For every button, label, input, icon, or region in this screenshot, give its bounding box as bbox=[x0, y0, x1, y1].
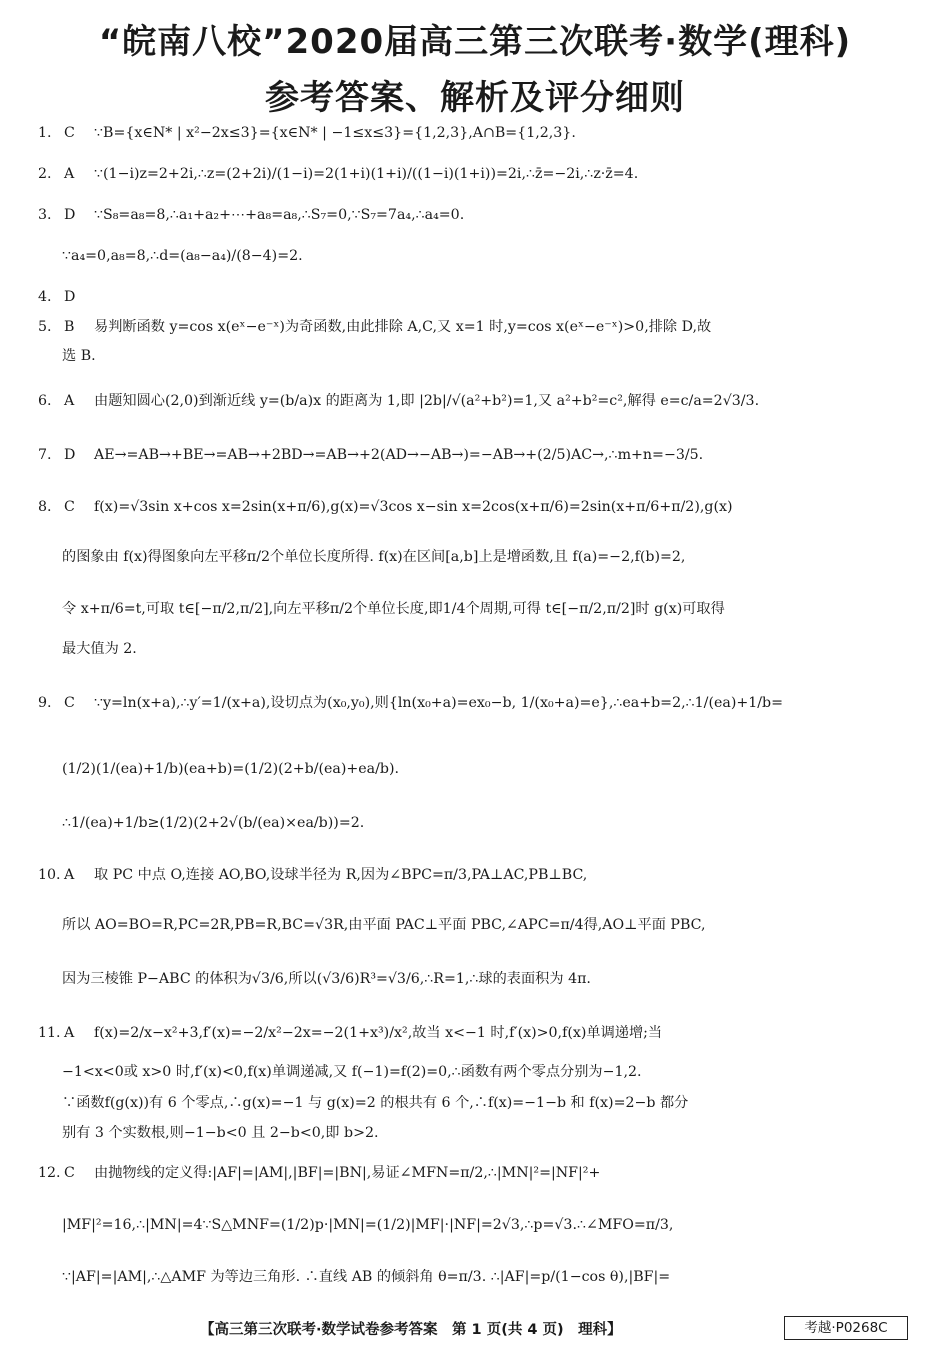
item-text: ∵S₈=a₈=8,∴a₁+a₂+⋯+a₈=a₈,∴S₇=0,∵S₇=7a₄,∴a₄=0. bbox=[94, 207, 465, 223]
item-number: 1. bbox=[38, 125, 52, 141]
item-number: 12. bbox=[38, 1165, 61, 1181]
item-12-line-3: ∵|AF|=|AM|,∴△AMF 为等边三角形. ∴直线 AB 的倾斜角 θ=π/3. ∴|AF|=p/(1−cos θ),|BF|= bbox=[62, 1269, 671, 1285]
item-answer: A bbox=[64, 393, 75, 409]
item-answer: A bbox=[64, 166, 75, 182]
item-number: 10. bbox=[38, 867, 61, 883]
item-text: AE→=AB→+BE→=AB→+2BD→=AB→+2(AD→−AB→)=−AB→+(2/5)AC→,∴m+n=−3/5. bbox=[94, 447, 704, 463]
item-text: 易判断函数 y=cos x(eˣ−e⁻ˣ)为奇函数,由此排除 A,C,又 x=1 时,y=cos x(eˣ−e⁻ˣ)>0,排除 D,故 bbox=[94, 319, 712, 335]
item-answer: D bbox=[64, 207, 76, 223]
item-text: f(x)=2/x−x²+3,f′(x)=−2/x²−2x=−2(1+x³)/x²,故当 x<−1 时,f′(x)>0,f(x)单调递增;当 bbox=[94, 1025, 663, 1041]
page-footer: 【高三第三次联考·数学试卷参考答案 第 1 页(共 4 页) 理科】 bbox=[200, 1322, 622, 1338]
document-code-box: 考越·P0268C bbox=[784, 1316, 908, 1340]
item-answer: C bbox=[64, 1165, 75, 1181]
item-10-line-2: 所以 AO=BO=R,PC=2R,PB=R,BC=√3R,由平面 PAC⊥平面 PBC,∠APC=π/4得,AO⊥平面 PBC, bbox=[62, 917, 706, 933]
item-answer: C bbox=[64, 499, 75, 515]
answer-item-12 bbox=[38, 1162, 910, 1184]
answer-item-6 bbox=[38, 390, 910, 412]
item-text: 由抛物线的定义得:|AF|=|AM|,|BF|=|BN|,易证∠MFN=π/2,∴|MN|²=|NF|²+ bbox=[94, 1165, 601, 1181]
item-number: 2. bbox=[38, 166, 52, 182]
item-number: 8. bbox=[38, 499, 52, 515]
answer-item-3 bbox=[38, 204, 910, 226]
item-9-line-2: (1/2)(1/(ea)+1/b)(ea+b)=(1/2)(2+b/(ea)+ea/b). bbox=[62, 761, 400, 777]
item-8-line-3: 令 x+π/6=t,可取 t∈[−π/2,π/2],向左平移π/2个单位长度,即1/4个周期,可得 t∈[−π/2,π/2]时 g(x)可取得 bbox=[62, 601, 725, 617]
item-number: 7. bbox=[38, 447, 52, 463]
item-11-line-4: 别有 3 个实数根,则−1−b<0 且 2−b<0,即 b>2. bbox=[62, 1125, 379, 1141]
item-answer: A bbox=[64, 1025, 75, 1041]
item-number: 9. bbox=[38, 695, 52, 711]
answer-item-11 bbox=[38, 1022, 910, 1044]
item-text: ∵B={x∈N* | x²−2x≤3}={x∈N* | −1≤x≤3}={1,2,3},A∩B={1,2,3}. bbox=[94, 125, 576, 141]
item-3-line-2: ∵a₄=0,a₈=8,∴d=(a₈−a₄)/(8−4)=2. bbox=[62, 248, 303, 264]
page-subtitle: 参考答案、解析及评分细则 bbox=[265, 78, 685, 118]
item-12-line-2: |MF|²=16,∴|MN|=4∵S△MNF=(1/2)p·|MN|=(1/2)|MF|·|NF|=2√3,∴p=√3.∴∠MFO=π/3, bbox=[62, 1217, 674, 1233]
item-9-line-3: ∴1/(ea)+1/b≥(1/2)(2+2√(b/(ea)×ea/b))=2. bbox=[62, 815, 365, 831]
item-answer: C bbox=[64, 125, 75, 141]
answer-item-1 bbox=[38, 122, 910, 144]
answer-item-4 bbox=[38, 286, 910, 308]
answer-item-2 bbox=[38, 163, 910, 185]
item-answer: D bbox=[64, 447, 76, 463]
answer-item-5 bbox=[38, 316, 910, 338]
item-answer: B bbox=[64, 319, 75, 335]
item-11-line-3: ∵函数f(g(x))有 6 个零点,∴g(x)=−1 与 g(x)=2 的根共有 6 个,∴f(x)=−1−b 和 f(x)=2−b 都分 bbox=[62, 1095, 689, 1111]
item-text: 由题知圆心(2,0)到渐近线 y=(b/a)x 的距离为 1,即 |2b|/√(a²+b²)=1,又 a²+b²=c²,解得 e=c/a=2√3/3. bbox=[94, 393, 760, 409]
item-11-line-2: −1<x<0或 x>0 时,f′(x)<0,f(x)单调递减,又 f(−1)=f(2)=0,∴函数有两个零点分别为−1,2. bbox=[62, 1064, 642, 1080]
item-answer: C bbox=[64, 695, 75, 711]
answer-item-9 bbox=[38, 692, 910, 714]
item-answer: A bbox=[64, 867, 75, 883]
item-text: ∵(1−i)z=2+2i,∴z=(2+2i)/(1−i)=2(1+i)(1+i)/((1−i)(1+i))=2i,∴z̄=−2i,∴z·z̄=4. bbox=[94, 166, 639, 182]
answer-item-7 bbox=[38, 444, 910, 466]
item-number: 6. bbox=[38, 393, 52, 409]
answer-item-10 bbox=[38, 864, 910, 886]
item-8-line-4: 最大值为 2. bbox=[62, 641, 137, 657]
item-number: 3. bbox=[38, 207, 52, 223]
item-number: 5. bbox=[38, 319, 52, 335]
item-text: f(x)=√3sin x+cos x=2sin(x+π/6),g(x)=√3cos x−sin x=2cos(x+π/6)=2sin(x+π/6+π/2),g(x) bbox=[94, 499, 733, 515]
item-8-line-2: 的图象由 f(x)得图象向左平移π/2个单位长度所得. f(x)在区间[a,b]上是增函数,且 f(a)=−2,f(b)=2, bbox=[62, 549, 686, 565]
item-answer: D bbox=[64, 289, 76, 305]
item-text: ∵y=ln(x+a),∴y′=1/(x+a),设切点为(x₀,y₀),则{ln(x₀+a)=ex₀−b, 1/(x₀+a)=e},∴ea+b=2,∴1/(ea)+1/b= bbox=[94, 695, 784, 711]
item-number: 4. bbox=[38, 289, 52, 305]
item-10-line-3: 因为三棱锥 P−ABC 的体积为√3/6,所以(√3/6)R³=√3/6,∴R=1,∴球的表面积为 4π. bbox=[62, 971, 591, 987]
page-title: “皖南八校”2020届高三第三次联考·数学(理科) bbox=[98, 22, 852, 62]
item-5-line-2: 选 B. bbox=[62, 348, 96, 364]
answer-item-8 bbox=[38, 496, 910, 518]
item-text: 取 PC 中点 O,连接 AO,BO,设球半径为 R,因为∠BPC=π/3,PA⊥AC,PB⊥BC, bbox=[94, 867, 588, 883]
item-number: 11. bbox=[38, 1025, 61, 1041]
